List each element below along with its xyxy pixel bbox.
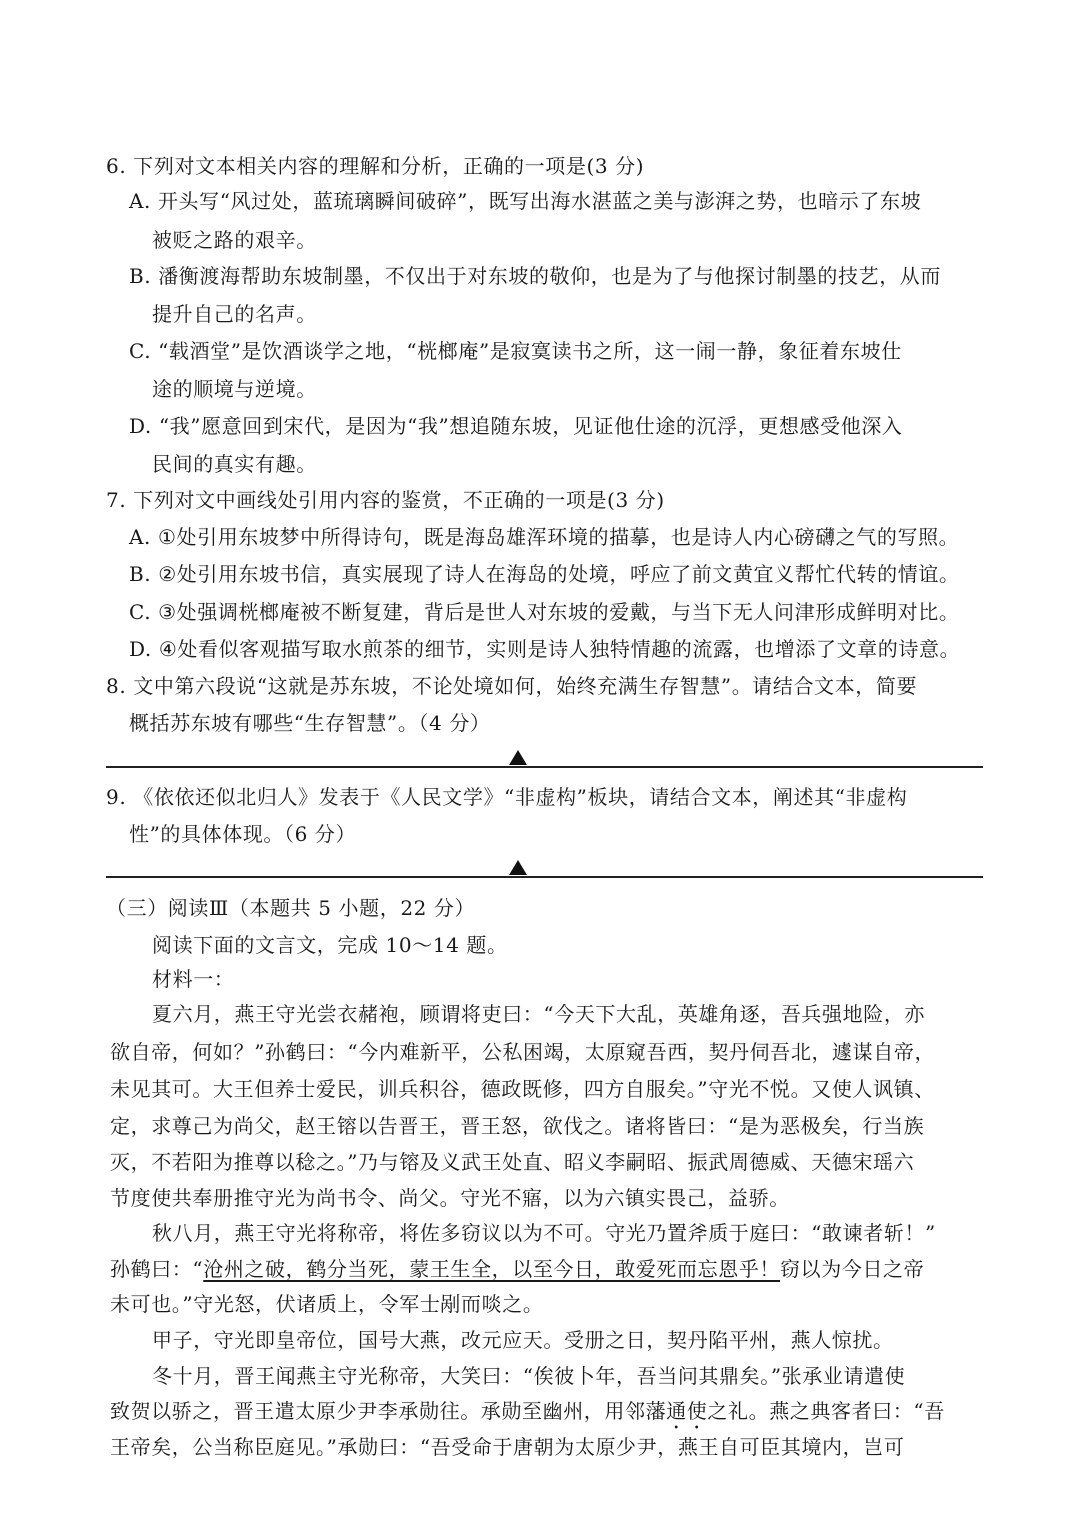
passage-segment: 致贺以骄之，晋王遣太原少尹李承勋往。承勋至幽州，用邻藩	[110, 1399, 667, 1423]
q7-option-a: A. ①处引用东坡梦中所得诗句，既是海岛雄浑环境的描摹，也是诗人内心磅礴之气的写照。	[129, 525, 960, 549]
section-instruction: 阅读下面的文言文，完成 10～14 题。	[152, 933, 508, 957]
q6-option-a-line1: A. 开头写“风过处，蓝琉璃瞬间破碎”，既写出海水湛蓝之美与澎湃之势，也暗示了东坡	[129, 189, 922, 213]
q6-option-a-line2: 被贬之路的艰辛。	[152, 228, 317, 252]
answer-marker-icon	[509, 750, 527, 765]
passage-segment: 窃以为今日之帝	[780, 1257, 925, 1281]
passage-line-underlined	[110, 1256, 924, 1282]
passage-line: 节度使共奉册推守光为尚书令、尚父。守光不寤，以为六镇实畏己，益骄。	[110, 1186, 790, 1210]
passage-line: 秋八月，燕王守光将称帝，将佐多窃议以为不可。守光乃置斧质于庭曰：“敢谏者斩！”	[152, 1221, 936, 1245]
passage-line: 定，求尊己为尚父，赵王镕以告晋王，晋王怒，欲伐之。诸将皆曰：“是为恶极矣，行当族	[110, 1114, 925, 1138]
q7-option-b: B. ②处引用东坡书信，真实展现了诗人在海岛的处境，呼应了前文黄宜义帮忙代转的情谊。	[129, 562, 960, 586]
q6-stem: 6. 下列对文本相关内容的理解和分析，正确的一项是(3 分)	[106, 154, 645, 178]
emphasized-word: 通使	[666, 1399, 708, 1423]
q8-line1: 8. 文中第六段说“这就是苏东坡，不论处境如何，始终充满生存智慧”。请结合文本，简要	[106, 674, 918, 698]
passage-segment: 之礼。燕之典客者曰：“吾	[707, 1399, 945, 1423]
passage-line: 未可也。”守光怒，伏诸质上，令军士剐而啖之。	[110, 1292, 544, 1316]
q7-stem: 7. 下列对文中画线处引用内容的鉴赏，不正确的一项是(3 分)	[106, 488, 665, 512]
q6-option-d-line1: D. “我”愿意回到宋代，是因为“我”想追随东坡，见证他仕途的沉浮，更想感受他深入	[129, 414, 903, 438]
answer-line	[106, 766, 983, 768]
q6-option-c-line1: C. “载酒堂”是饮酒谈学之地，“桄榔庵”是寂寞读书之所，这一闹一静，象征着东坡仕	[129, 339, 902, 363]
q9-line2: 性”的具体体现。（6 分）	[129, 822, 357, 846]
passage-segment: 孙鹤曰：“	[110, 1257, 204, 1281]
underlined-quote: 沧州之破，鹤分当死，蒙王生全，以至今日，敢爱死而忘恩乎！	[203, 1257, 781, 1281]
q6-option-c-line2: 途的顺境与逆境。	[152, 377, 317, 401]
passage-line: 夏六月，燕王守光尝衣赭袍，顾谓将吏曰：“今天下大乱，英雄角逐，吾兵强地险，亦	[152, 1002, 926, 1026]
passage-line: 王帝矣，公当称臣庭见。”承勋曰：“吾受命于唐朝为太原少尹，燕王自可臣其境内，岂可	[110, 1435, 905, 1459]
q9-line1: 9. 《依依还似北归人》发表于《人民文学》“非虚构”板块，请结合文本，阐述其“非虚构	[106, 785, 908, 809]
q6-option-d-line2: 民间的真实有趣。	[152, 452, 317, 476]
passage-line: 灭，不若阳为推尊以稔之。”乃与镕及义武王处直、昭义李嗣昭、振武周德威、天德宋瑶六	[110, 1150, 915, 1174]
section-title: （三）阅读Ⅲ（本题共 5 小题，22 分）	[106, 896, 476, 920]
q6-option-b-line2: 提升自己的名声。	[152, 302, 317, 326]
passage-line: 未见其可。大王但养士爱民，训兵积谷，德政既修，四方自服矣。”守光不悦。又使人讽镇、	[110, 1077, 935, 1101]
passage-line-emphasis	[110, 1398, 945, 1434]
passage-line: 甲子，守光即皇帝位，国号大燕，改元应天。受册之日，契丹陷平州，燕人惊扰。	[152, 1328, 894, 1352]
answer-marker-icon	[509, 860, 527, 875]
material-label: 材料一：	[152, 967, 235, 991]
passage-line: 冬十月，晋王闻燕主守光称帝，大笑曰：“俟彼卜年，吾当问其鼎矣。”张承业请遣使	[152, 1364, 906, 1388]
q8-line2: 概括苏东坡有哪些“生存智慧”。（4 分）	[129, 711, 491, 735]
q7-option-d: D. ④处看似客观描写取水煎茶的细节，实则是诗人独特情趣的流露，也增添了文章的诗意。	[129, 637, 961, 661]
q6-option-b-line1: B. 潘衡渡海帮助东坡制墨，不仅出于对东坡的敬仰，也是为了与他探讨制墨的技艺，从而	[129, 264, 942, 288]
passage-line: 欲自帝，何如？”孙鹤曰：“今内难新平，公私困竭，太原窥吾西，契丹伺吾北，遽谋自帝，	[110, 1040, 936, 1064]
answer-line	[106, 876, 983, 878]
q7-option-c: C. ③处强调桄榔庵被不断复建，背后是世人对东坡的爱戴，与当下无人问津形成鲜明对比。	[129, 600, 960, 624]
